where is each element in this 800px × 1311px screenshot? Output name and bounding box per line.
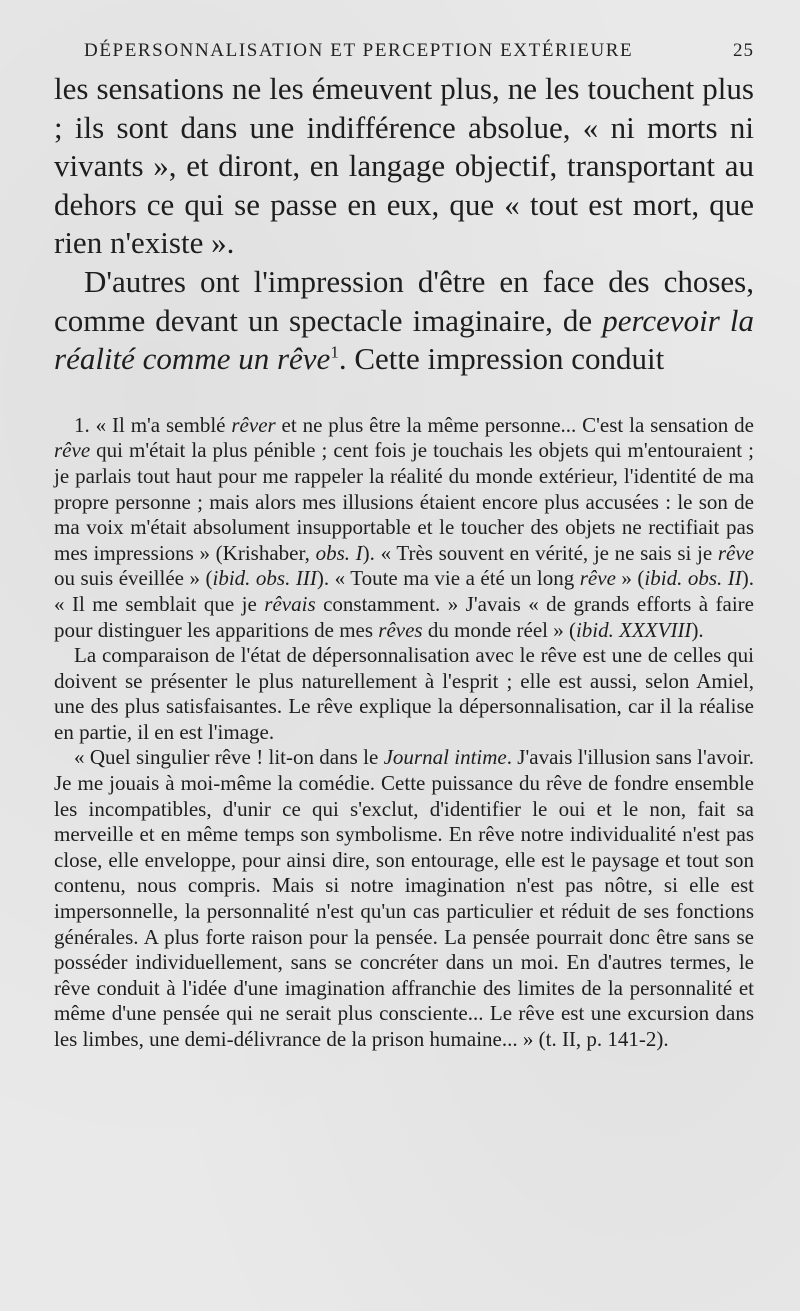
italic-run: obs. I [315, 540, 363, 565]
running-head [84, 40, 754, 62]
italic-run: rêver [231, 412, 276, 437]
italic-run: ibid. obs. III [212, 566, 317, 591]
text-run: constamment. » J'avais « de grands efforts à faire pour distinguer les apparitions de mes [54, 591, 754, 642]
body-paragraph [54, 263, 754, 379]
text-run: et ne plus être la même personne... C'est la sensation de [275, 412, 755, 437]
italic-run: ibid. obs. II [644, 566, 742, 591]
footnote-1 [54, 413, 754, 643]
text-run: » ( [615, 566, 645, 591]
italic-run: rêve [579, 566, 616, 591]
text-run: ). [691, 617, 704, 642]
text-run: ou suis éveillée » ( [54, 566, 213, 591]
running-title: DÉPERSONNALISATION ET PERCEPTION EXTÉRIEURE [84, 40, 634, 61]
footnote-ref: 1 [330, 342, 339, 362]
footnote-paragraph: La comparaison de l'état de dépersonnalisation avec le rêve est une de celles qui doivent se présenter le plus naturellement à l'esprit ; elle est aussi, selon Amiel, une des plus satisfaisantes. Le rêve explique la dépersonnalisation, car il la réalise en partie, il en est l'image. [54, 643, 754, 744]
main-text [54, 70, 754, 379]
text-run: du monde réel » ( [422, 617, 576, 642]
italic-run: ibid. XXXVIII [575, 617, 692, 642]
italic-run: Journal intime [383, 745, 507, 770]
footnote-block [54, 413, 754, 1053]
text-run: 1. « Il m'a semblé [74, 412, 232, 437]
italic-run: percevoir la réalité comme un rêve [54, 302, 754, 377]
italic-run: rêve [717, 540, 754, 565]
text-run: . J'avais l'illusion sans l'avoir. Je me jouais à moi-même la comédie. Cette puissance du rêve de fondre ensemble les incompatibles, d'unir ce qui s'exclut, d'identifier le oui et le non, fait sa merveille et en même temps son symbolisme. En rêve notre individualité n'est pas close, elle enveloppe, pour ainsi dire, son entourage, elle est le paysage et tout son contenu, nous compris. Mais si notre imagination n'est pas nôtre, si elle est impersonnelle, la personnalité n'est qu'un cas particulier et réduit de ses fonctions générales. A plus forte raison pour la pensée. La pensée pourrait donc être sans se posséder individuellement, sans se concréter dans un moi. En d'autres termes, le rêve conduit à l'idée d'une imagination affranchie des limites de la personnalité et même d'une pensée qui ne serait plus consciente... Le rêve est une excursion dans les limbes, une demi-délivrance de la prison humaine... » (t. II, p. 141-2). [54, 745, 754, 1051]
footnote-paragraph [54, 745, 754, 1052]
italic-run: rêvais [264, 591, 316, 616]
text-run: D'autres ont l'impression d'être en face des choses, comme devant un spectacle imaginaire, de [54, 263, 754, 338]
text-run: . Cette impression conduit [338, 341, 665, 377]
italic-run: rêve [54, 438, 91, 463]
italic-run: rêves [378, 617, 423, 642]
text-run: ). « Il me semblait que je [54, 566, 755, 616]
text-run: qui m'était la plus pénible ; cent fois je touchais les objets qui m'entouraient ; je parlais tout haut pour me rappeler la réalité du monde extérieur, l'identité de ma propre personne ; mais alors mes illusions étaient encore plus accusées : le son de ma voix m'était absolument insupportable et le toucher des objets ne rectifiait pas mes impressions » (Krishaber, [54, 438, 754, 565]
body-paragraph: les sensations ne les émeuvent plus, ne les touchent plus ; ils sont dans une indifférence absolue, « ni morts ni vivants », et diront, en langage objectif, transportant au dehors ce qui se passe en eux, que « tout est mort, que rien n'existe ». [54, 71, 754, 261]
text-run: ). « Toute ma vie a été un long [316, 566, 580, 591]
book-page [54, 40, 754, 1053]
text-run: ). « Très souvent en vérité, je ne sais si je [362, 540, 718, 565]
page-number: 25 [733, 40, 754, 61]
text-run: « Quel singulier rêve ! lit-on dans le [74, 745, 384, 770]
